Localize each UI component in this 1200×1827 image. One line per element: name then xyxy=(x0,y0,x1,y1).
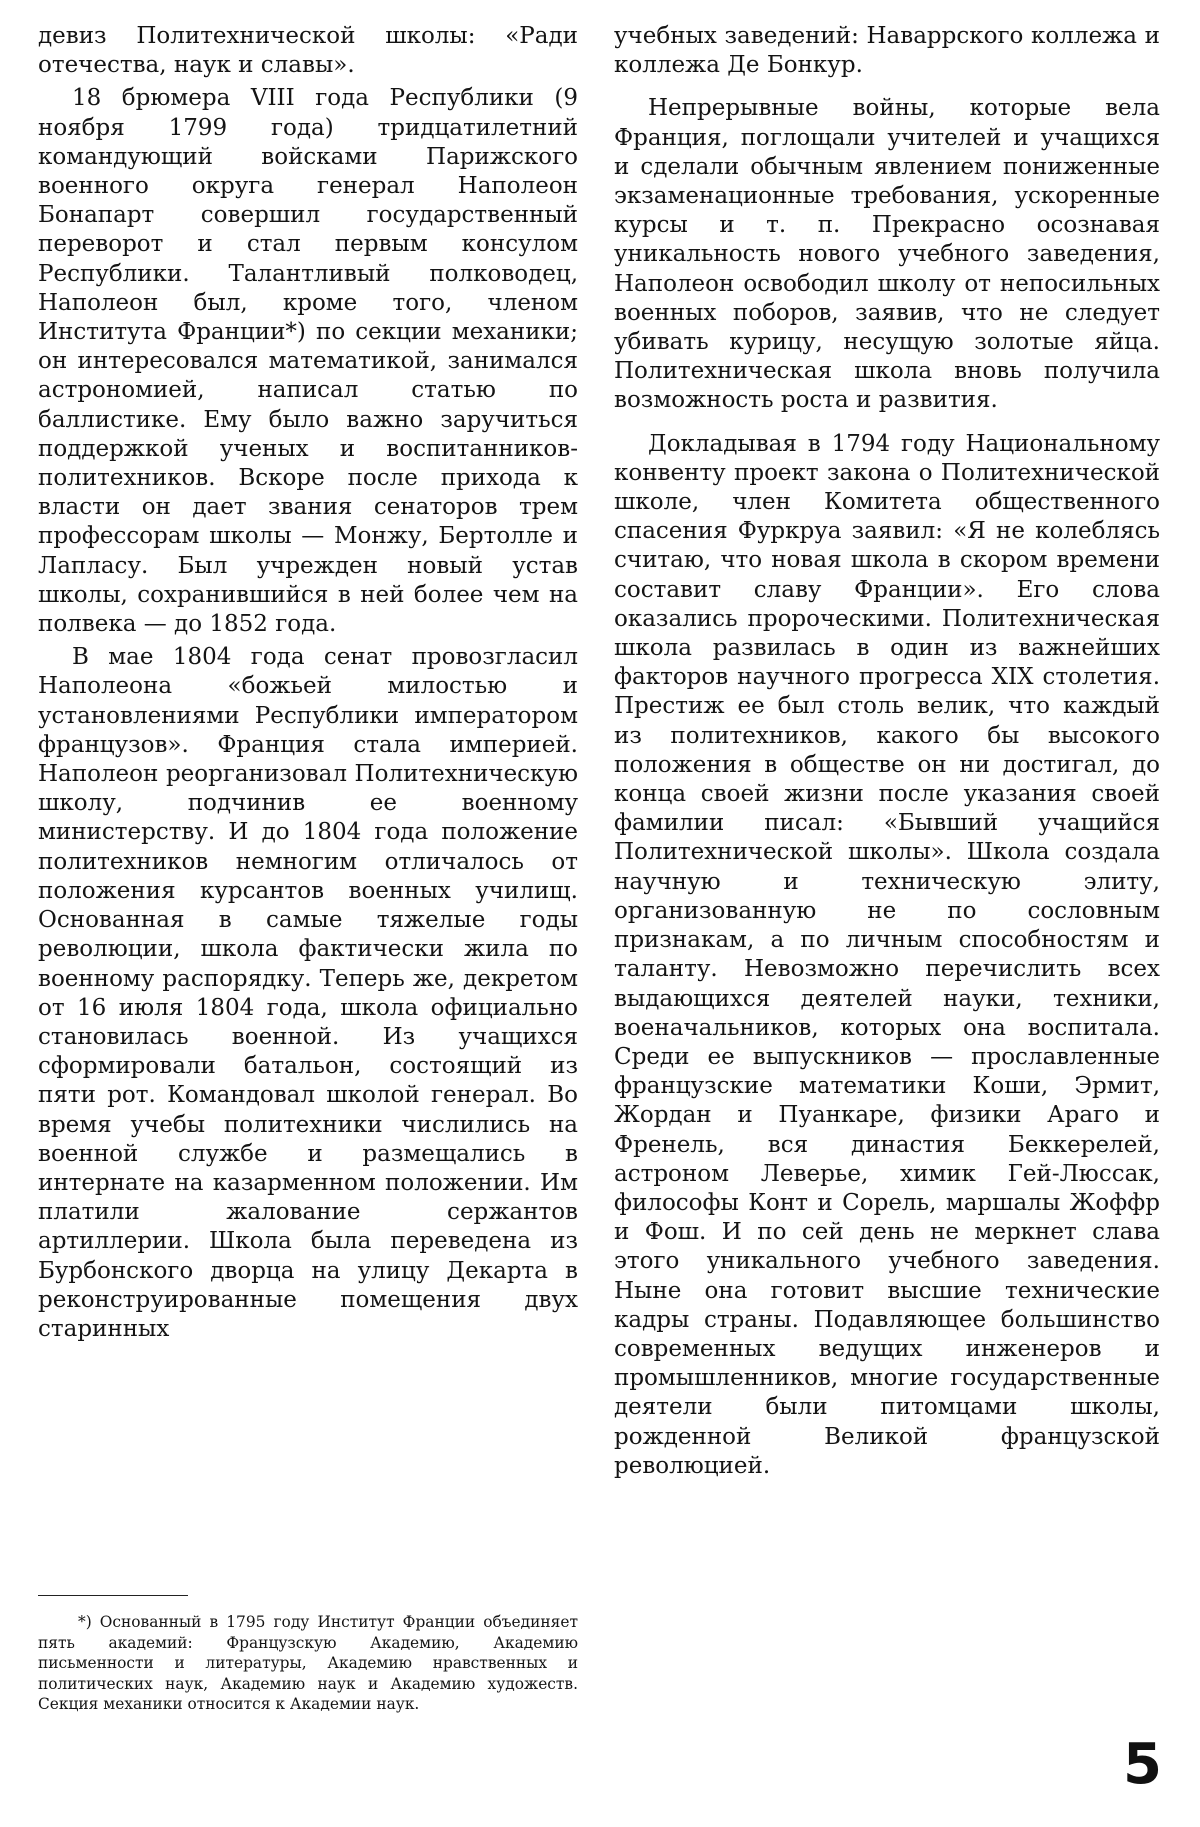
footnote-divider xyxy=(38,1595,188,1596)
paragraph-wars: Непрерывные войны, которые вела Франция, поглощали учителей и учащихся и сделали обычным явлением пониженные экзаменационные требования, ускоренные курсы и т. п. Прекрасно осознавая уникальность нового учебного заведения, Наполеон освободил школу от непосильных военных поборов, заявив, что не следует убивать курицу, несущую золотые яйца. Политехническая школа вновь получила возможность роста и развития. xyxy=(614,95,1160,414)
footnote: *) Основанный в 1795 году Институт Франции объединяет пять академий: Французскую Академию, Академию письменности и литературы, Академию нравственных и политических наук, Академию наук и Академию художеств. Секция механики относится к Академии наук. xyxy=(38,1613,578,1714)
paragraph-continuation: девиз Политехнической школы: «Ради отечества, наук и славы». xyxy=(38,23,578,79)
page-number: 5 xyxy=(1123,1732,1162,1797)
left-column xyxy=(38,22,578,1344)
paragraph-prestige: Докладывая в 1794 году Национальному конвенту проект закона о Политехнической школе, член Комитета общественного спасения Фуркруа заявил: «Я не колеблясь считаю, что новая школа в скором времени составит славу Франции». Его слова оказались пророческими. Политехническая школа развилась в один из важнейших факторов научного прогресса XIX столетия. Престиж ее был столь велик, что каждый из политехников, какого бы высокого положения в обществе он ни достигал, до конца своей жизни после указания своей фамилии писал: «Бывший учащийся Политехнической школы». Школа создала научную и техническую элиту, организованную не по сословным признакам, а по личным способностям и таланту. Невозможно перечислить всех выдающихся деятелей науки, техники, военачальников, которых она воспитала. Среди ее выпускников — прославленные французские математики Коши, Эрмит, Жордан и Пуанкаре, физики Араго и Френель, вся династия Беккерелей, астроном Леверье, химик Гей-Люссак, философы Конт и Сорель, маршалы Жоффр и Фош. И по сей день не меркнет слава этого уникального учебного заведения. Ныне она готовит высшие технические кадры страны. Подавляющее большинство современных ведущих инженеров и промышленников, многие государственные деятели были питомцами школы, рожденной Великой французской революцией. xyxy=(614,430,1160,1479)
paragraph-empire-reorganization: В мае 1804 года сенат провозгласил Наполеона «божьей милостью и установлениями Республики императором французов». Франция стала империей. Наполеон реорганизовал Политехническую школу, подчинив ее военному министерству. И до 1804 года положение политехников немногим отличалось от положения курсантов военных училищ. Основанная в самые тяжелые годы революции, школа фактически жила по военному распорядку. Теперь же, декретом от 16 июля 1804 года, школа официально становилась военной. Из учащихся сформировали батальон, состоящий из пяти рот. Командовал школой генерал. Во время учебы политехники числились на военной службе и размещались в интернате на казарменном положении. Им платили жалование сержантов артиллерии. Школа была переведена из Бурбонского дворца на улицу Декарта в реконструированные помещения двух старинных xyxy=(38,644,578,1342)
paragraph-bonaparte-coup: 18 брюмера VIII года Республики (9 ноября 1799 года) тридцатилетний командующий войсками Парижского военного округа генерал Наполеон Бонапарт совершил государственный переворот и стал первым консулом Республики. Талантливый полководец, Наполеон был, кроме того, членом Института Франции*) по секции механики; он интересовался математикой, занимался астрономией, написал статью по баллистике. Ему было важно заручиться поддержкой ученых и воспитанников-политехников. Вскоре после прихода к власти он дает звания сенаторов трем профессорам школы — Монжу, Бертолле и Лапласу. Был учрежден новый устав школы, сохранившийся в ней более чем на полвека — до 1852 года. xyxy=(38,85,578,638)
paragraph-continuation-right: учебных заведений: Наваррского коллежа и коллежа Де Бонкур. xyxy=(614,23,1160,79)
right-column xyxy=(614,22,1160,1481)
